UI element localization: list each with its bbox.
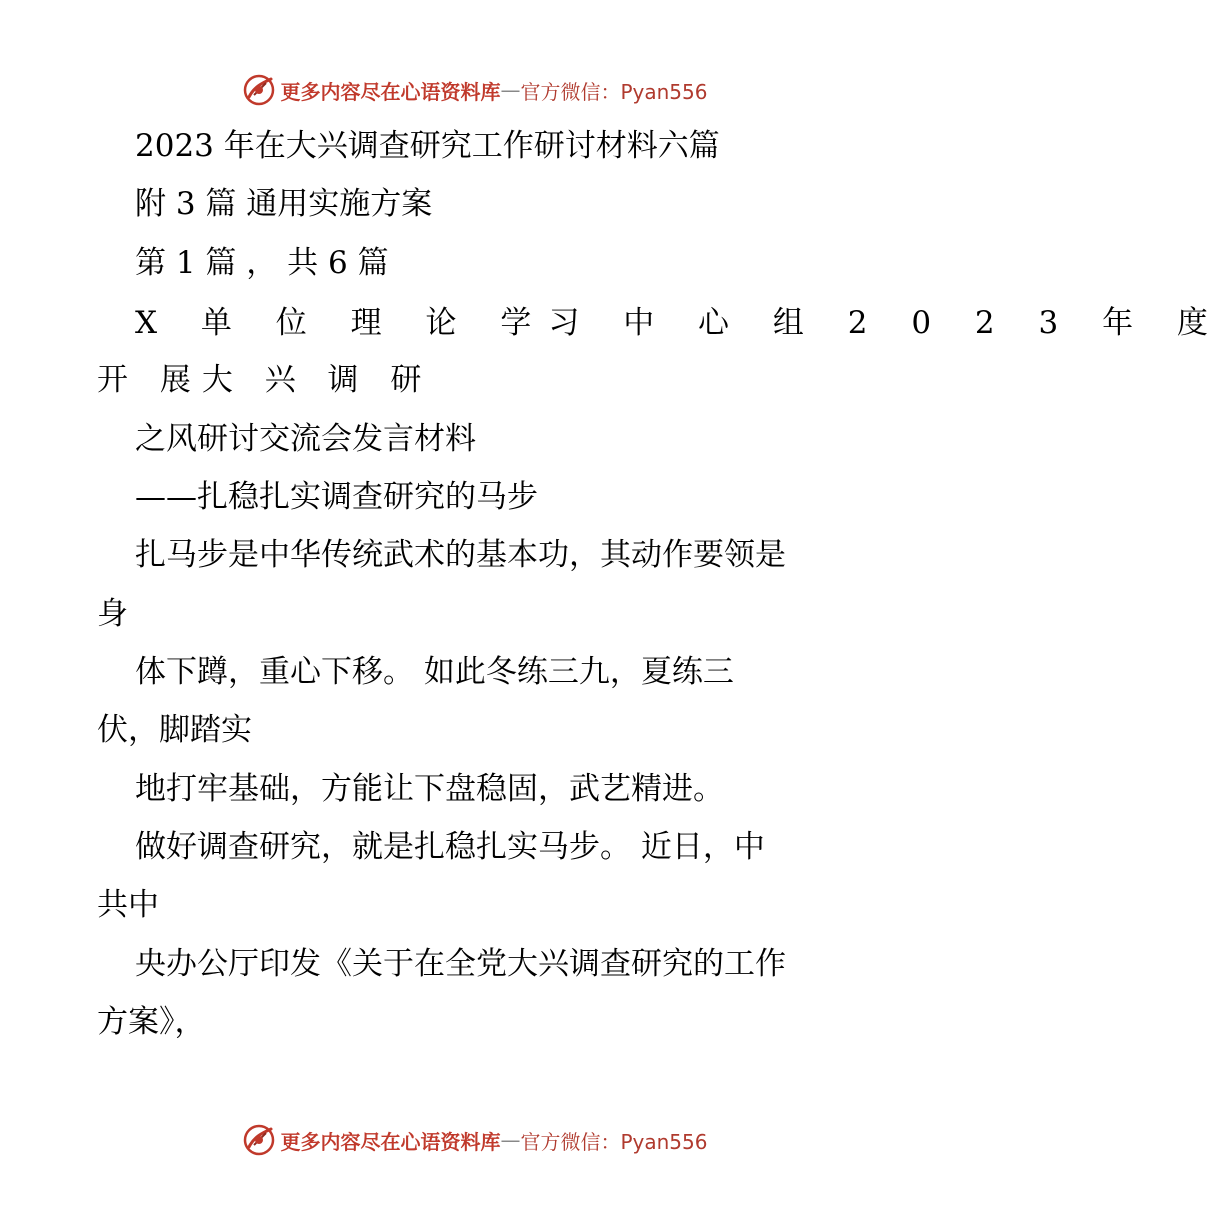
- watermark-contact: 官方微信：Pyan556: [520, 79, 708, 104]
- paragraph-line: 伏，脚踏实: [97, 712, 252, 748]
- watermark-separator: —: [500, 1128, 521, 1152]
- doc-title: 2023 年在大兴调查研究工作研讨材料六篇: [135, 128, 720, 164]
- doc-part-number: 第 1 篇 ， 共 6 篇: [135, 245, 389, 281]
- seal-logo-icon: [242, 73, 276, 107]
- doc-heading-line3: 之风研讨交流会发言材料: [135, 421, 476, 457]
- watermark-text: 更多内容尽在心语资料库: [280, 1129, 501, 1154]
- paragraph-line: 地打牢基础，方能让下盘稳固，武艺精进。: [135, 771, 724, 807]
- seal-logo-icon: [242, 1123, 276, 1157]
- footer-watermark: [0, 1120, 950, 1160]
- watermark-separator: —: [500, 78, 521, 102]
- doc-subtitle: 附 3 篇 通用实施方案: [135, 186, 433, 222]
- paragraph-line: 共中: [97, 887, 159, 923]
- paragraph-line: 扎马步是中华传统武术的基本功，其动作要领是: [135, 537, 786, 573]
- doc-heading-line1: X 单 位 理 论 学习 中 心 组 2 0 2 3 年 度: [135, 305, 1225, 341]
- doc-heading-line2: 开 展大 兴 调 研: [97, 362, 433, 398]
- watermark-contact: 官方微信：Pyan556: [520, 1129, 708, 1154]
- watermark-text: 更多内容尽在心语资料库: [280, 79, 501, 104]
- header-watermark: [0, 70, 950, 110]
- paragraph-line: 央办公厅印发《关于在全党大兴调查研究的工作: [135, 946, 786, 982]
- paragraph-line: 身: [97, 596, 128, 632]
- paragraph-line: 方案》，: [97, 1004, 206, 1040]
- paragraph-line: 体下蹲，重心下移。 如此冬练三九，夏练三: [135, 654, 734, 690]
- paragraph-line: 做好调查研究，就是扎稳扎实马步。 近日，中: [135, 829, 765, 865]
- doc-heading-subtitle: ——扎稳扎实调查研究的马步: [135, 479, 538, 515]
